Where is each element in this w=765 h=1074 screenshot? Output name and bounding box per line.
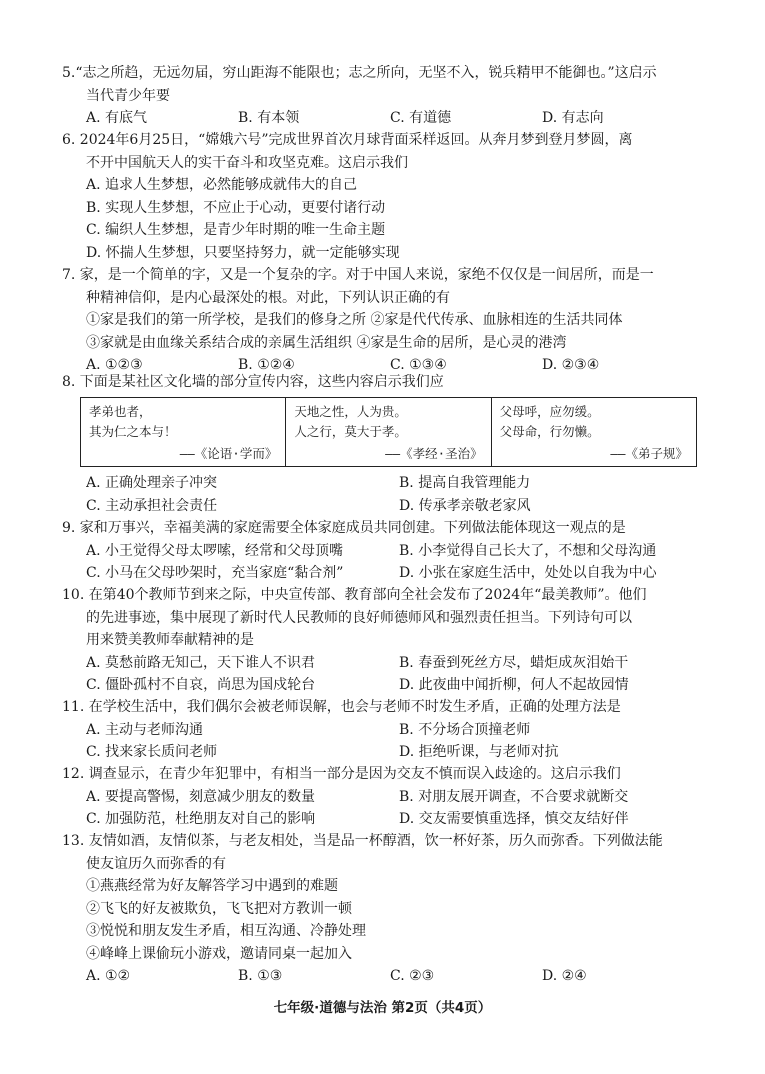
question-12 bbox=[62, 763, 712, 831]
quote-line: 父母命，行勿懒。 bbox=[499, 424, 600, 439]
option-c[interactable]: C. 主动承担社会责任 bbox=[86, 497, 218, 514]
statement-line: ④峰峰上课偷玩小游戏，邀请同桌一起加入 bbox=[86, 945, 352, 962]
option-d[interactable]: D. 小张在家庭生活中，处处以自我为中心 bbox=[399, 565, 657, 581]
option-c[interactable]: C. ①③④ bbox=[390, 357, 447, 373]
option-a[interactable]: A. ①② bbox=[86, 968, 131, 984]
option-a[interactable]: A. 小王觉得父母太啰嗦，经常和父母顶嘴 bbox=[86, 542, 344, 559]
options-row bbox=[62, 965, 712, 988]
option-a[interactable]: A. 莫愁前路无知己，天下谁人不识君 bbox=[86, 654, 316, 671]
option-b[interactable]: B. 不分场合顶撞老师 bbox=[399, 721, 531, 738]
question-stem: 8. 下面是某社区文化墙的部分宣传内容，这些内容启示我们应 bbox=[62, 374, 444, 390]
quote-line: 人之行，莫大于孝。 bbox=[294, 424, 407, 439]
option-a[interactable]: A. 正确处理亲子冲突 bbox=[86, 475, 218, 491]
options-row bbox=[62, 495, 712, 518]
option-b[interactable]: B. 春蚕到死丝方尽，蜡炬成灰泪始干 bbox=[399, 654, 629, 671]
quote-cell-1 bbox=[81, 398, 286, 466]
option-d[interactable]: D. 交友需要慎重选择，慎交友结好伴 bbox=[399, 811, 629, 827]
option-d[interactable]: D. 此夜曲中闻折柳，何人不起故园情 bbox=[399, 677, 629, 693]
question-10 bbox=[62, 584, 712, 697]
question-8-options bbox=[62, 472, 712, 517]
question-5 bbox=[62, 62, 712, 130]
option-c[interactable]: C. 小马在父母吵架时，充当家庭“黏合剂” bbox=[86, 565, 344, 581]
question-stem: 的先进事迹，集中展现了新时代人民教师的良好师德师风和强烈责任担当。下列诗句可以 bbox=[86, 609, 632, 626]
options-row bbox=[62, 540, 712, 563]
quote-line: 其为仁之本与！ bbox=[89, 424, 177, 439]
option-a[interactable]: A. 要提高警惕，刻意减少朋友的数量 bbox=[86, 788, 316, 805]
question-13 bbox=[62, 830, 712, 988]
option-b[interactable]: B. 对朋友展开调查，不合要求就断交 bbox=[399, 788, 629, 805]
question-stem: 10. 在第40个教师节到来之际，中央宣传部、教育部向全社会发布了2024年“最美教师”。他们 bbox=[62, 587, 647, 603]
option-c[interactable]: C. ②③ bbox=[390, 968, 435, 984]
options-row bbox=[62, 741, 712, 764]
question-stem: 12. 调查显示，在青少年犯罪中，有相当一部分是因为交友不慎而误入歧途的。这启示我们 bbox=[62, 766, 621, 782]
quote-wall-table bbox=[80, 397, 697, 467]
option-b[interactable]: B. 提高自我管理能力 bbox=[399, 475, 531, 491]
question-stem: 11. 在学校生活中，我们偶尔会被老师误解，也会与老师不时发生矛盾，正确的处理方法是 bbox=[62, 699, 621, 715]
option-c[interactable]: C. 加强防范，杜绝朋友对自己的影响 bbox=[86, 811, 316, 827]
statement-line: ③悦悦和朋友发生矛盾，相互沟通、冷静处理 bbox=[86, 923, 366, 939]
question-stem: 种精神信仰，是内心最深处的根。对此，下列认识正确的有 bbox=[86, 289, 450, 306]
quote-cell-2 bbox=[286, 398, 491, 466]
option-b[interactable]: B. 实现人生梦想，不应止于心动，更要付诸行动 bbox=[86, 199, 386, 216]
option-c[interactable]: C. 编织人生梦想，是青少年时期的唯一生命主题 bbox=[86, 222, 386, 238]
question-stem: 7. 家，是一个简单的字，又是一个复杂的字。对于中国人来说，家绝不仅仅是一间居所，而是一 bbox=[62, 267, 654, 283]
option-b[interactable]: B. ①②④ bbox=[238, 357, 295, 373]
options-row bbox=[62, 808, 712, 831]
question-stem: 当代青少年要 bbox=[86, 87, 170, 104]
question-stem: 用来赞美教师奉献精神的是 bbox=[86, 632, 254, 648]
option-a[interactable]: A. 主动与老师沟通 bbox=[86, 721, 204, 738]
question-stem: 13. 友情如酒，友情似茶，与老友相处，当是品一杯醇酒，饮一杯好茶，历久而弥香。下列做法能 bbox=[62, 833, 663, 849]
option-a[interactable]: A. 有底气 bbox=[86, 110, 148, 126]
options-row bbox=[62, 719, 712, 742]
question-9 bbox=[62, 517, 712, 585]
quote-source: ——《弟子规》 bbox=[610, 446, 688, 461]
question-stem: 使友谊历久而弥香的有 bbox=[86, 855, 226, 872]
quote-source: ——《论语·学而》 bbox=[179, 446, 278, 461]
statement-line: ②飞飞的好友被欺负，飞飞把对方教训一顿 bbox=[86, 900, 352, 917]
page-footer: 七年级·道德与法治 第2页（共4页） bbox=[273, 1000, 492, 1016]
option-d[interactable]: D. ②③④ bbox=[542, 357, 600, 373]
question-stem: 不开中国航天人的实干奋斗和攻坚克难。这启示我们 bbox=[86, 154, 408, 171]
option-d[interactable]: D. ②④ bbox=[542, 968, 587, 984]
question-stem: 9. 家和万事兴，幸福美满的家庭需要全体家庭成员共同创建。下列做法能体现这一观点的是 bbox=[62, 520, 626, 536]
question-8 bbox=[62, 371, 712, 394]
options-row bbox=[62, 786, 712, 809]
quote-line: 天地之性，人为贵。 bbox=[294, 404, 407, 419]
option-c[interactable]: C. 找来家长质问老师 bbox=[86, 744, 218, 760]
quote-line: 孝弟也者， bbox=[89, 404, 152, 419]
question-7 bbox=[62, 264, 712, 377]
option-d[interactable]: D. 拒绝听课，与老师对抗 bbox=[399, 744, 559, 760]
question-stem: 6. 2024年6月25日，“嫦娥六号”完成世界首次月球背面采样返回。从奔月梦到登月梦圆，离 bbox=[62, 132, 633, 148]
statement-line: ①燕燕经常为好友解答学习中遇到的难题 bbox=[86, 878, 338, 894]
statement-line: ③家就是由血缘关系结合成的亲属生活组织 ④家是生命的居所，是心灵的港湾 bbox=[86, 334, 567, 351]
quote-cell-3 bbox=[492, 398, 696, 466]
quote-line: 父母呼，应勿缓。 bbox=[499, 404, 600, 419]
quote-source: ——《孝经·圣治》 bbox=[385, 446, 483, 461]
option-a[interactable]: A. ①②③ bbox=[86, 357, 143, 373]
options-row bbox=[62, 562, 712, 585]
option-b[interactable]: B. 有本领 bbox=[238, 110, 300, 126]
option-c[interactable]: C. 有道德 bbox=[390, 110, 452, 126]
options-row bbox=[62, 652, 712, 675]
option-b[interactable]: B. ①③ bbox=[238, 968, 283, 984]
option-d[interactable]: D. 传承孝亲敬老家风 bbox=[399, 497, 531, 514]
options-row bbox=[62, 674, 712, 697]
option-d[interactable]: D. 怀揣人生梦想，只要坚持努力，就一定能够实现 bbox=[86, 244, 400, 261]
question-11 bbox=[62, 696, 712, 764]
option-c[interactable]: C. 僵卧孤村不自哀，尚思为国戍轮台 bbox=[86, 677, 316, 693]
options-row bbox=[62, 472, 712, 495]
options-row bbox=[62, 107, 712, 130]
question-6 bbox=[62, 129, 712, 264]
statement-line: ①家是我们的第一所学校，是我们的修身之所 ②家是代代传承、血脉相连的生活共同体 bbox=[86, 312, 623, 328]
option-b[interactable]: B. 小李觉得自己长大了，不想和父母沟通 bbox=[399, 542, 657, 559]
option-a[interactable]: A. 追求人生梦想，必然能够成就伟大的自己 bbox=[86, 177, 358, 193]
question-stem: 5.“志之所趋，无远勿届，穷山距海不能限也；志之所向，无坚不入，锐兵精甲不能御也。”这启示 bbox=[62, 65, 657, 81]
option-d[interactable]: D. 有志向 bbox=[542, 110, 604, 126]
